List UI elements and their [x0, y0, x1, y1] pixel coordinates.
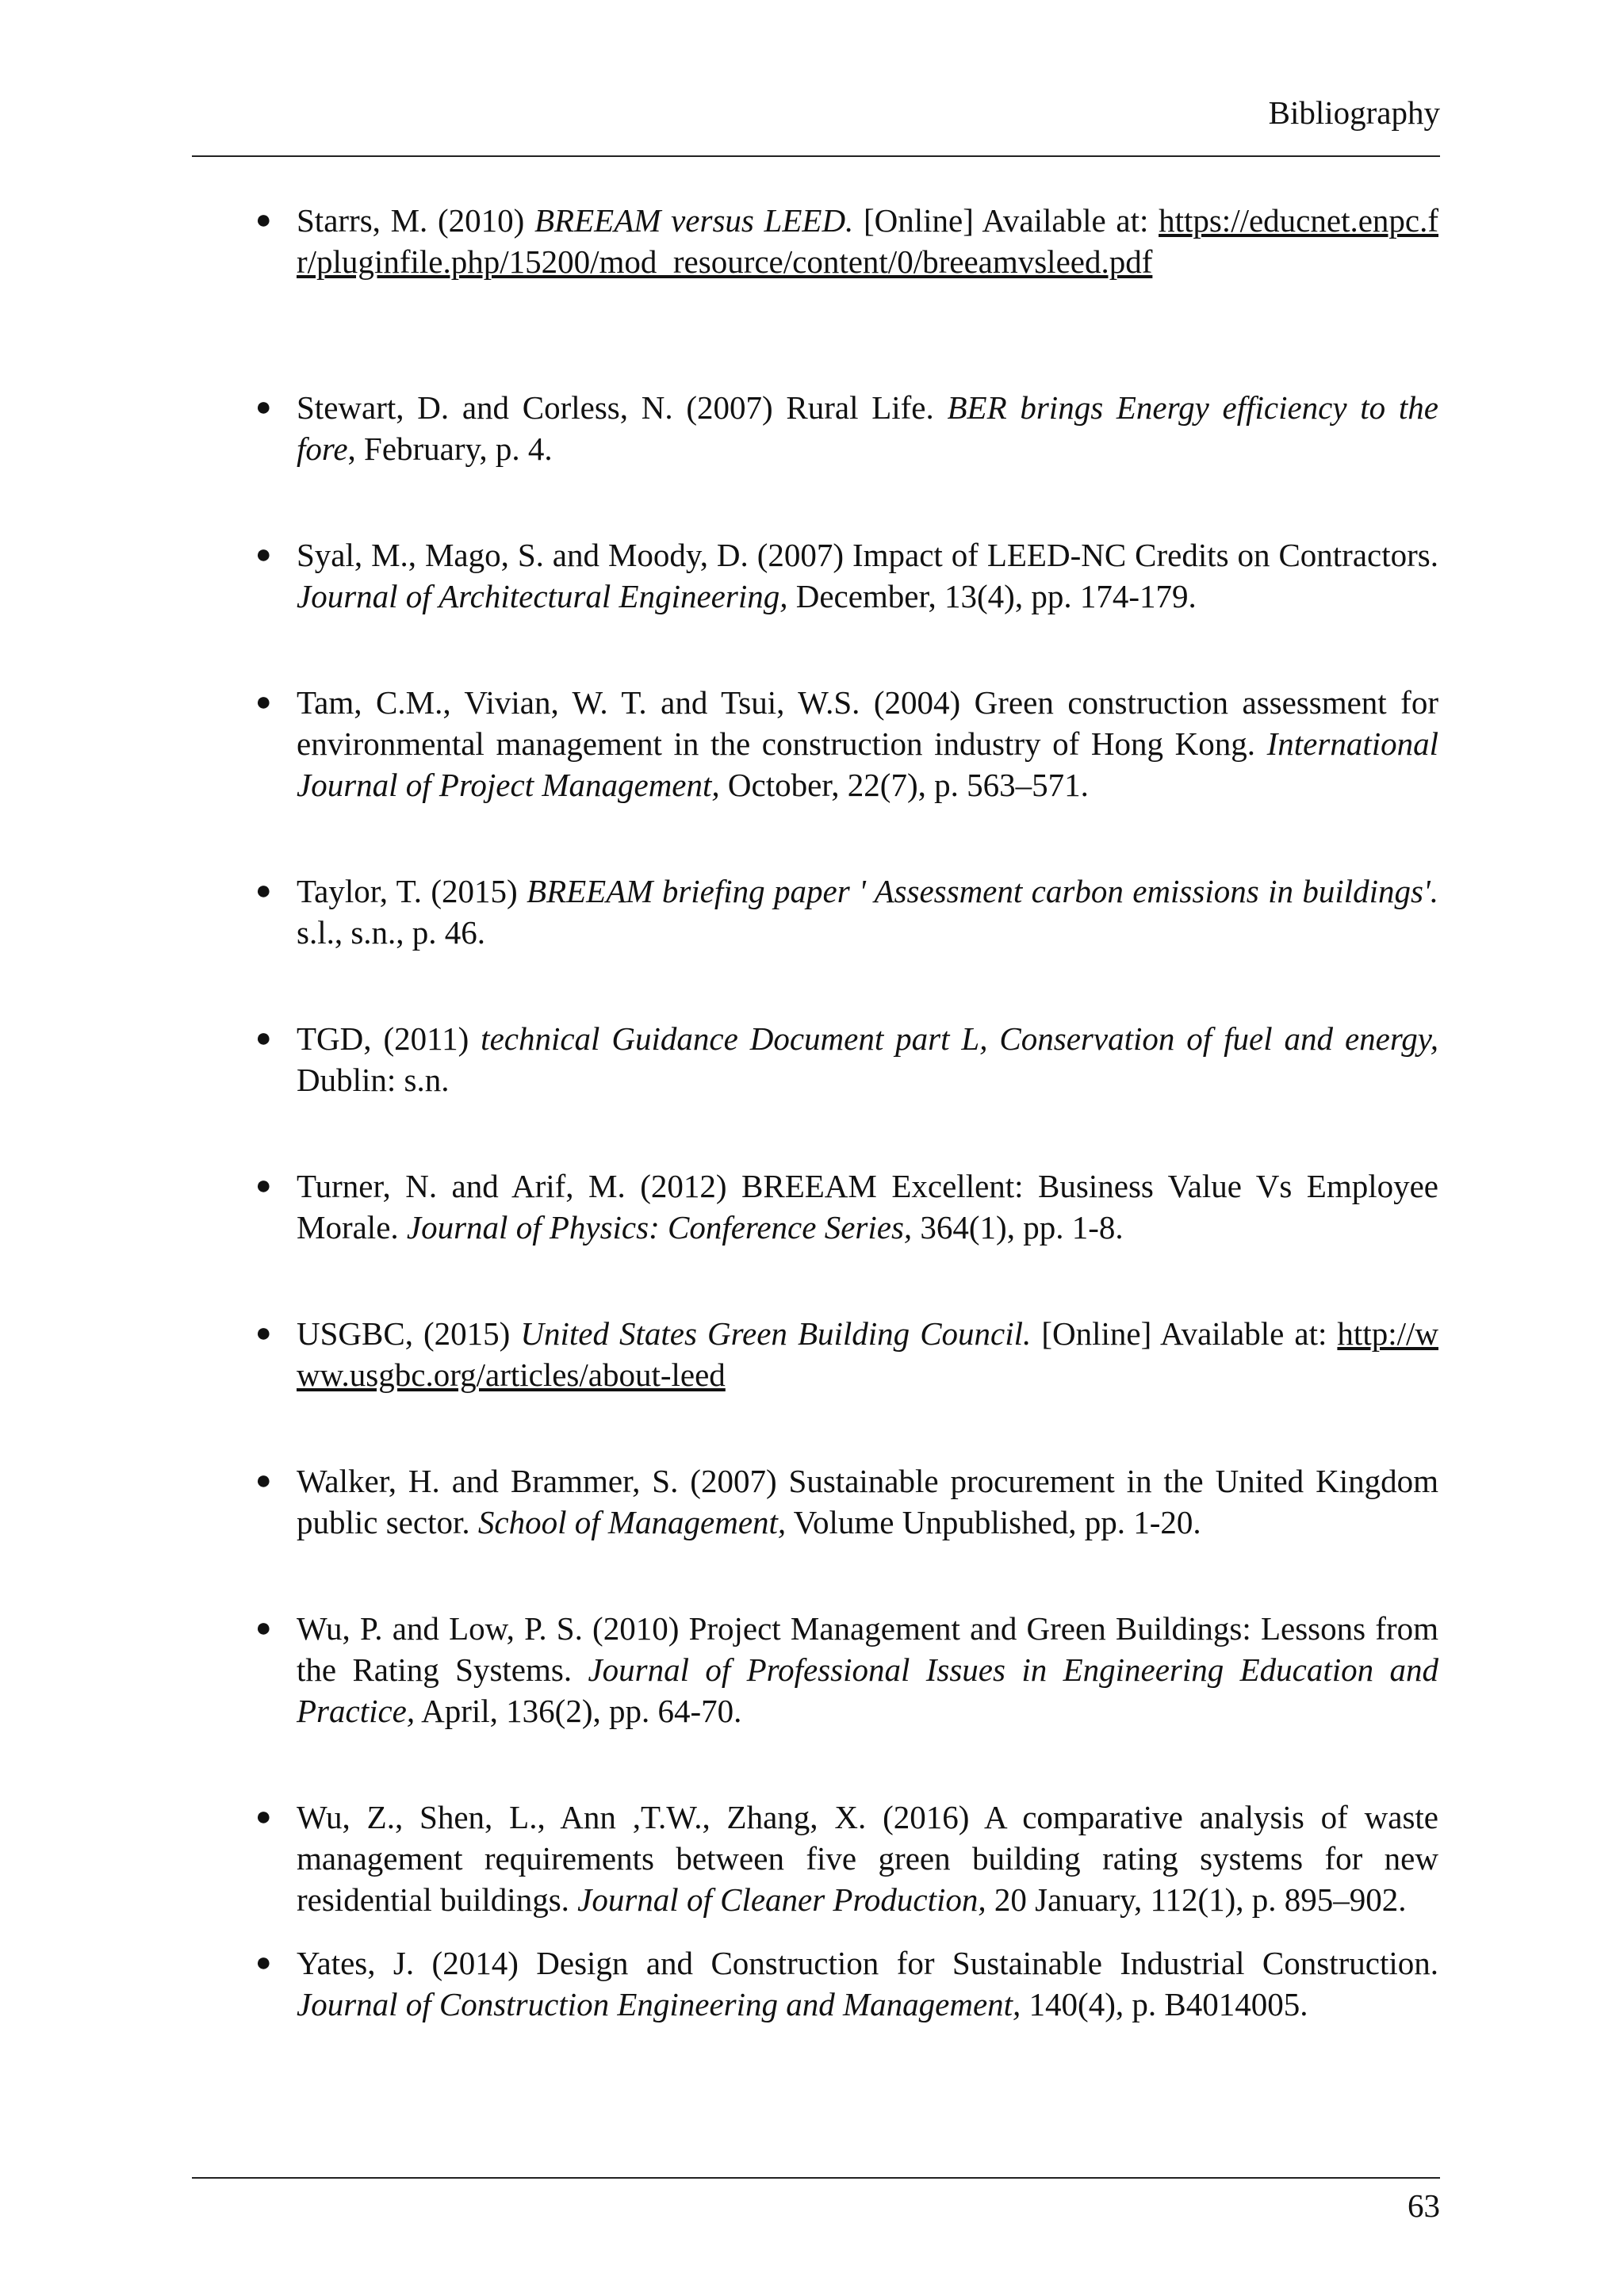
reference-title: Journal of Physics: Conference Series, — [406, 1209, 913, 1246]
reference-item — [255, 534, 1438, 617]
reference-authors: Walker, H. and Brammer, S. (2007) Sustainable procurement in the United Kingdom public sector. — [297, 1463, 1438, 1540]
reference-details: 20 January, 112(1), p. 895–902. — [986, 1881, 1407, 1918]
bullet-icon: ● — [255, 1613, 272, 1643]
reference-title: Journal of Construction Engineering and Management, — [297, 1986, 1021, 2022]
reference-title: Journal of Cleaner Production, — [577, 1881, 986, 1918]
reference-authors: Tam, C.M., Vivian, W. T. and Tsui, W.S. (2004) Green construction assessment for environmental management in the construction industry of Hong Kong. — [297, 684, 1438, 762]
bullet-icon: ● — [255, 1024, 272, 1053]
reference-details: April, 136(2), pp. 64-70. — [415, 1693, 742, 1729]
reference-authors: Syal, M., Mago, S. and Moody, D. (2007) Impact of LEED-NC Credits on Contractors. — [297, 537, 1438, 573]
reference-title: BER brings Energy efficiency to the fore — [297, 389, 1439, 467]
reference-details: 364(1), pp. 1-8. — [912, 1209, 1124, 1246]
reference-title: Journal of Architectural Engineering, — [297, 578, 788, 614]
bullet-icon: ● — [255, 392, 272, 422]
reference-item — [255, 871, 1438, 953]
bullet-icon: ● — [255, 540, 272, 569]
reference-item — [255, 1165, 1438, 1248]
reference-title: technical Guidance Document part L, Conservation of fuel and energy, — [481, 1020, 1438, 1057]
reference-authors: Taylor, T. (2015) — [297, 873, 527, 909]
reference-item — [255, 387, 1439, 469]
reference-title: School of Management, — [477, 1504, 787, 1540]
page-number: 63 — [1408, 2187, 1440, 2224]
reference-details: [Online] Available at: — [1031, 1315, 1338, 1352]
reference-item — [255, 1460, 1438, 1543]
reference-title: United States Green Building Council. — [520, 1315, 1032, 1352]
reference-authors: TGD, (2011) — [297, 1020, 481, 1057]
reference-title: Journal of Professional Issues in Engineering Education and Practice, — [297, 1651, 1438, 1729]
reference-item — [255, 1608, 1438, 1732]
bullet-icon: ● — [255, 876, 272, 905]
reference-authors: USGBC, (2015) — [297, 1315, 521, 1352]
reference-details: s.l., s.n., p. 46. — [297, 914, 486, 951]
reference-details: Volume Unpublished, pp. 1-20. — [786, 1504, 1201, 1540]
reference-title: BREEAM briefing paper ' Assessment carbon emissions in buildings'. — [527, 873, 1438, 909]
reference-item — [255, 1797, 1438, 1920]
reference-details: October, 22(7), p. 563–571. — [719, 767, 1089, 803]
reference-item — [255, 1018, 1438, 1100]
running-header: Bibliography — [1268, 94, 1440, 131]
reference-details: December, 13(4), pp. 174-179. — [787, 578, 1197, 614]
reference-details: , February, p. 4. — [347, 430, 553, 467]
reference-authors: Stewart, D. and Corless, N. (2007) Rural Life. — [297, 389, 948, 426]
reference-title: BREEAM versus LEED. — [534, 202, 854, 239]
reference-item — [255, 682, 1438, 806]
bullet-icon: ● — [255, 1171, 272, 1200]
reference-details: 140(4), p. B4014005. — [1021, 1986, 1308, 2022]
footer-divider — [192, 2177, 1440, 2179]
reference-title: International Journal of Project Management, — [297, 725, 1438, 803]
bullet-icon: ● — [255, 1318, 272, 1348]
bullet-icon: ● — [255, 1802, 272, 1831]
reference-authors: Wu, P. and Low, P. S. (2010) Project Management and Green Buildings: Lessons from the Rating Systems. — [297, 1610, 1438, 1688]
reference-authors: Turner, N. and Arif, M. (2012) BREEAM Excellent: Business Value Vs Employee Morale. — [297, 1168, 1438, 1246]
reference-link[interactable]: http://www.usgbc.org/articles/about-leed — [297, 1315, 1438, 1393]
bullet-icon: ● — [255, 1948, 272, 1977]
bullet-icon: ● — [255, 205, 272, 235]
reference-item — [255, 1313, 1438, 1395]
reference-link[interactable]: https://educnet.enpc.fr/pluginfile.php/15200/mod_resource/content/0/breeamvsleed.pdf — [297, 202, 1439, 280]
reference-authors: Wu, Z., Shen, L., Ann ,T.W., Zhang, X. (2016) A comparative analysis of waste management requirements between five green building rating systems for new residential buildings. — [297, 1799, 1438, 1918]
reference-item — [255, 200, 1439, 282]
reference-item — [255, 1942, 1438, 2025]
reference-details: [Online] Available at: — [853, 202, 1159, 239]
header-divider — [192, 155, 1440, 157]
bullet-icon: ● — [255, 687, 272, 717]
reference-authors: Starrs, M. (2010) — [297, 202, 535, 239]
bullet-icon: ● — [255, 1466, 272, 1495]
reference-authors: Yates, J. (2014) Design and Construction for Sustainable Industrial Construction. — [297, 1945, 1438, 1981]
reference-details: Dublin: s.n. — [297, 1062, 450, 1098]
